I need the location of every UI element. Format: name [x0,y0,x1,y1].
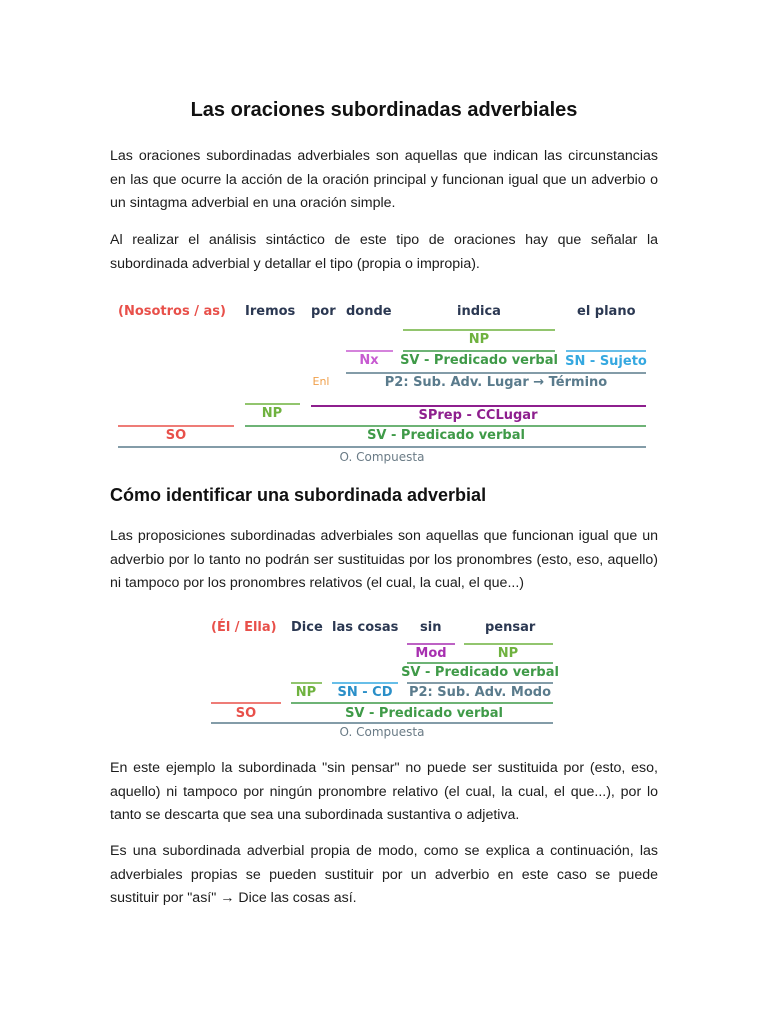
intro-paragraph-1: Las oraciones subordinadas adverbiales son aquellas que indican las circunstancias en las que ocurre la acción de la oración principal y funcionan igual que un adverbio o un sintagma adverbial en una oración simple. [110,148,658,211]
np-top-label: NP [468,332,490,347]
section-paragraph: Las proposiciones subordinadas adverbiales son aquellas que funcionan igual que un adverbio por lo tanto no podrán ser sustituidas por los pronombres (esto, eso, aquello) ni tampoco por los pronombres relativos (el cual, la cual, el que...) [110,528,658,591]
enl-label: Enl [312,375,330,388]
word2-inf: pensar [485,620,536,635]
np-inf-label: NP [497,646,519,661]
np2-label: NP [295,685,317,700]
section-heading: Cómo identificar una subordinada adverbial [110,485,487,505]
sv-inner-label: SV - Predicado verbal [401,665,559,680]
explanation-paragraph-1: En este ejemplo la subordinada "sin pensar" no puede ser sustituida por (esto, eso, aquello) ni tampoco por ningún pronombre relativo (el cual, la cual, el que...), por lo tanto se descarta que sea una subordinada sustantiva o adjetiva. [110,760,658,823]
word-subject: (Nosotros / as) [118,304,226,319]
word2-prep: sin [420,620,442,635]
sprep-label: SPrep - CCLugar [418,408,538,423]
word-relative: donde [346,304,392,319]
compuesta2-label: O. Compuesta [339,725,425,739]
intro-paragraph-2: Al realizar el análisis sintáctico de este tipo de oraciones hay que señalar la subordinada adverbial y detallar el tipo (propia o impropia). [110,232,658,272]
document-title: Las oraciones subordinadas adverbiales [190,99,578,121]
word-verb2: indica [457,304,501,319]
word2-cd: las cosas [332,620,399,635]
np-main-label: NP [261,406,283,421]
word2-subject: (Él / Ella) [211,620,277,635]
word2-verb: Dice [291,620,323,635]
p2-label: P2: Sub. Adv. Lugar → Término [384,375,608,390]
word-np2: el plano [577,304,636,319]
sv2-main-label: SV - Predicado verbal [345,706,503,721]
sv-pred-label: SV - Predicado verbal [400,353,558,368]
sn-cd-label: SN - CD [337,685,393,700]
p2b-label: P2: Sub. Adv. Modo [408,685,552,700]
mod-label: Mod [415,646,447,661]
so2-label: SO [235,706,257,721]
sn-suj-label: SN - Sujeto [565,354,647,369]
compuesta-label: O. Compuesta [339,450,425,464]
sv-main-label: SV - Predicado verbal [367,428,525,443]
word-prep: por [311,304,336,319]
explanation-paragraph-2: Es una subordinada adverbial propia de modo, como se explica a continuación, las adverbiales propias se pueden sustituir por un adverbio en este caso se puede sustituir por "así" → Dice las cosas así. [110,843,658,906]
word-verb: Iremos [245,304,296,319]
nx-label: Nx [359,353,379,368]
so-label: SO [165,428,187,443]
